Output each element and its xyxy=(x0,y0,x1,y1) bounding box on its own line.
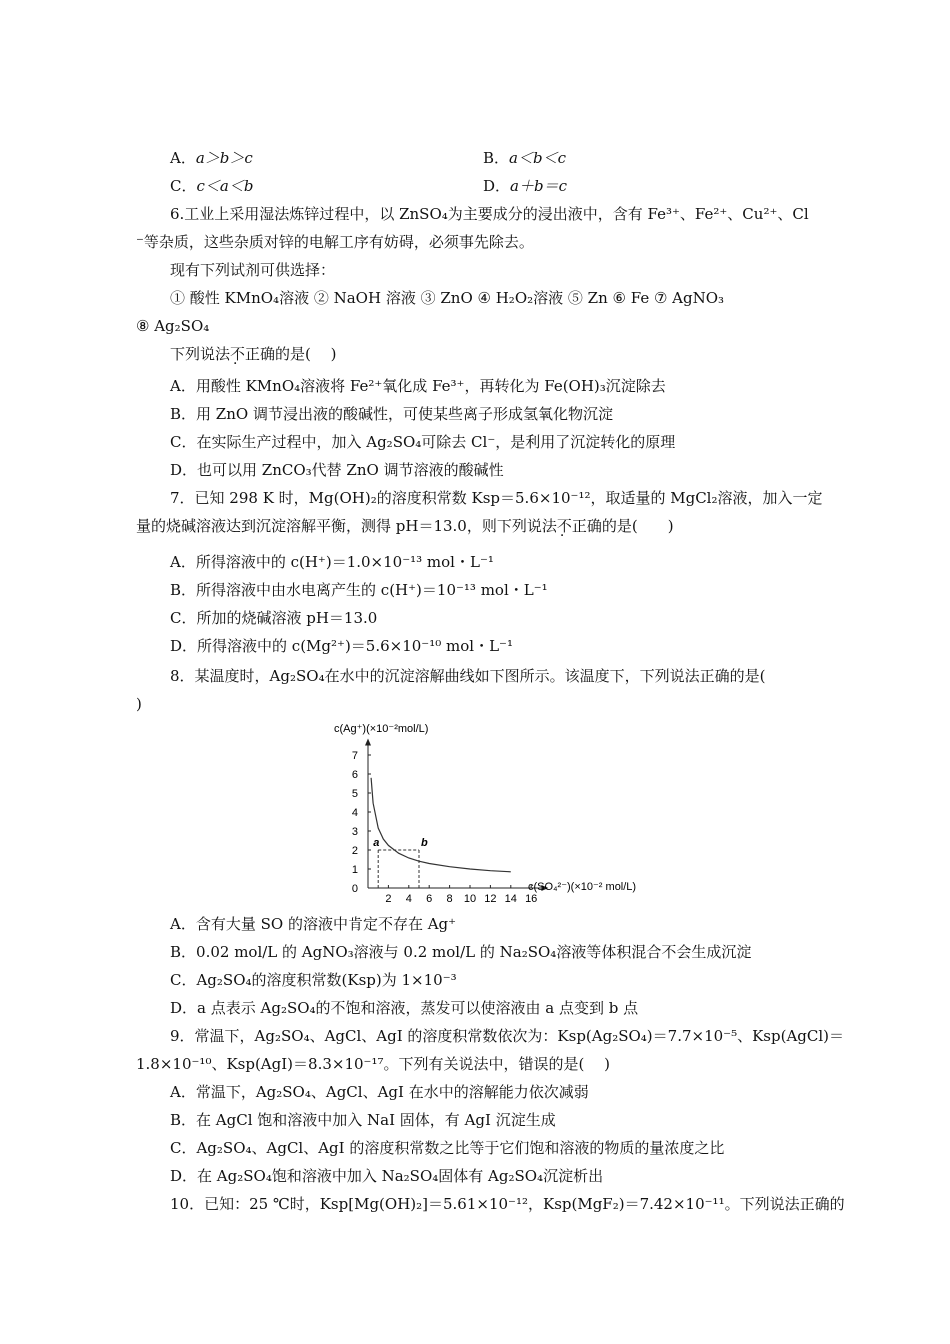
q7-option-d: D．所得溶液中的 c(Mg²⁺)＝5.6×10⁻¹⁰ mol・L⁻¹ xyxy=(170,637,513,655)
q7-option-b: B．所得溶液中由水电离产生的 c(H⁺)＝10⁻¹³ mol・L⁻¹ xyxy=(170,581,548,599)
x-tick-label: 12 xyxy=(484,893,497,905)
q9-stem-1: 9．常温下，Ag₂SO₄、AgCl、AgI 的溶度积常数依次为：Ksp(Ag₂SO₄)＝7.7×10⁻⁵、Ksp(AgCl)＝ xyxy=(170,1027,845,1045)
q8-option-c: C．Ag₂SO₄的溶度积常数(Ksp)为 1×10⁻³ xyxy=(170,971,457,989)
q6-option-d: D．也可以用 ZnCO₃代替 ZnO 调节溶液的酸碱性 xyxy=(170,461,504,479)
point-label-b: b xyxy=(421,837,428,849)
q5-option-d: D．a＋b＝c xyxy=(483,177,567,195)
q9-option-c: C．Ag₂SO₄、AgCl、AgI 的溶度积常数之比等于它们饱和溶液的物质的量浓度之比 xyxy=(170,1139,725,1157)
chart-ticks xyxy=(352,750,537,905)
y-axis-label: c(Ag⁺)(×10⁻²mol/L) xyxy=(334,723,429,735)
q5-option-a: A．a＞b＞c xyxy=(170,149,253,167)
y-tick-label: 2 xyxy=(351,845,358,857)
y-tick-label: 7 xyxy=(351,750,358,762)
x-tick-label: 4 xyxy=(405,893,412,905)
q6-stem-1: 6.工业上采用湿法炼锌过程中，以 ZnSO₄为主要成分的浸出液中，含有 Fe³⁺、Fe²⁺、Cu²⁺、Cl xyxy=(170,205,809,223)
x-tick-label: 10 xyxy=(463,893,477,905)
x-tick-label: 14 xyxy=(504,893,517,905)
q9-option-b: B．在 AgCl 饱和溶液中加入 NaI 固体，有 AgI 沉淀生成 xyxy=(170,1111,556,1129)
q9-stem-2: 1.8×10⁻¹⁰、Ksp(AgI)＝8.3×10⁻¹⁷。下列有关说法中，错误的是( ) xyxy=(136,1055,610,1073)
q6-stem-2: ⁻等杂质，这些杂质对锌的电解工序有妨碍，必须事先除去。 xyxy=(136,233,534,251)
solubility-curve xyxy=(371,778,511,872)
y-tick-label: 1 xyxy=(351,864,358,876)
x-tick-label: 6 xyxy=(426,893,433,905)
solubility-curve-chart xyxy=(320,718,640,910)
q9-option-d: D．在 Ag₂SO₄饱和溶液中加入 Na₂SO₄固体有 Ag₂SO₄沉淀析出 xyxy=(170,1167,604,1185)
chart-points xyxy=(373,837,428,849)
q7-stem-1: 7．已知 298 K 时，Mg(OH)₂的溶度积常数 Ksp＝5.6×10⁻¹²，取适量的 MgCl₂溶液，加入一定 xyxy=(170,489,823,507)
q9-option-a: A．常温下，Ag₂SO₄、AgCl、AgI 在水中的溶解能力依次减弱 xyxy=(170,1083,589,1101)
y-tick-label: 5 xyxy=(351,788,358,800)
q6-option-b: B．用 ZnO 调节浸出液的酸碱性，可使某些离子形成氢氧化物沉淀 xyxy=(170,405,613,423)
q5-option-b: B．a＜b＜c xyxy=(483,149,566,167)
y-tick-label: 4 xyxy=(351,807,358,819)
q6-stem-3: 现有下列试剂可供选择： xyxy=(170,261,336,279)
q8-option-a: A．含有大量 SO 的溶液中肯定不存在 Ag⁺ xyxy=(170,915,457,933)
q8-stem-1: 8．某温度时，Ag₂SO₄在水中的沉淀溶解曲线如下图所示。该温度下，下列说法正确的是( xyxy=(170,667,766,685)
emphasis-dot: 不 xyxy=(556,517,572,535)
x-tick-label: 8 xyxy=(446,893,453,905)
q6-option-c: C．在实际生产过程中，加入 Ag₂SO₄可除去 Cl⁻，是利用了沉淀转化的原理 xyxy=(170,433,676,451)
y-tick-label: 3 xyxy=(351,826,358,838)
q8-option-b: B．0.02 mol/L 的 AgNO₃溶液与 0.2 mol/L 的 Na₂SO₄溶液等体积混合不会生成沉淀 xyxy=(170,943,752,961)
q8-stem-2: ) xyxy=(136,695,142,713)
x-tick-label: 2 xyxy=(385,893,392,905)
chart-axes xyxy=(365,739,548,892)
q7-option-a: A．所得溶液中的 c(H⁺)＝1.0×10⁻¹³ mol・L⁻¹ xyxy=(170,553,494,571)
point-label-a: a xyxy=(373,837,380,849)
q6-reagents-2: ⑧ Ag₂SO₄ xyxy=(136,317,210,335)
chart-guides xyxy=(378,850,419,888)
q7-stem-2: 量的烧碱溶液达到沉淀溶解平衡，测得 pH＝13.0，则下列说法不正确的是( ) xyxy=(136,517,674,535)
x-tick-label: 16 xyxy=(525,893,538,905)
emphasis-dot: 不 xyxy=(230,345,246,363)
q5-option-c: C．c＜a＜b xyxy=(170,177,254,195)
q7-option-c: C．所加的烧碱溶液 pH＝13.0 xyxy=(170,609,378,627)
q10-stem-1: 10．已知：25 ℃时，Ksp[Mg(OH)₂]＝5.61×10⁻¹²，Ksp(MgF₂)＝7.42×10⁻¹¹。下列说法正确的 xyxy=(170,1195,845,1213)
x-axis-label: c(SO₄²⁻)(×10⁻² mol/L) xyxy=(528,881,637,893)
q6-option-a: A．用酸性 KMnO₄溶液将 Fe²⁺氧化成 Fe³⁺，再转化为 Fe(OH)₃沉淀除去 xyxy=(170,377,666,395)
y-tick-label: 6 xyxy=(351,769,358,781)
y-tick-label: 0 xyxy=(351,883,358,895)
q6-ask: 下列说法不正确的是( ) xyxy=(170,345,337,363)
q8-option-d: D．a 点表示 Ag₂SO₄的不饱和溶液，蒸发可以使溶液由 a 点变到 b 点 xyxy=(170,999,639,1017)
q6-reagents-1: ① 酸性 KMnO₄溶液 ② NaOH 溶液 ③ ZnO ④ H₂O₂溶液 ⑤ Zn ⑥ Fe ⑦ AgNO₃ xyxy=(170,289,725,307)
y-axis-arrow xyxy=(365,739,371,746)
